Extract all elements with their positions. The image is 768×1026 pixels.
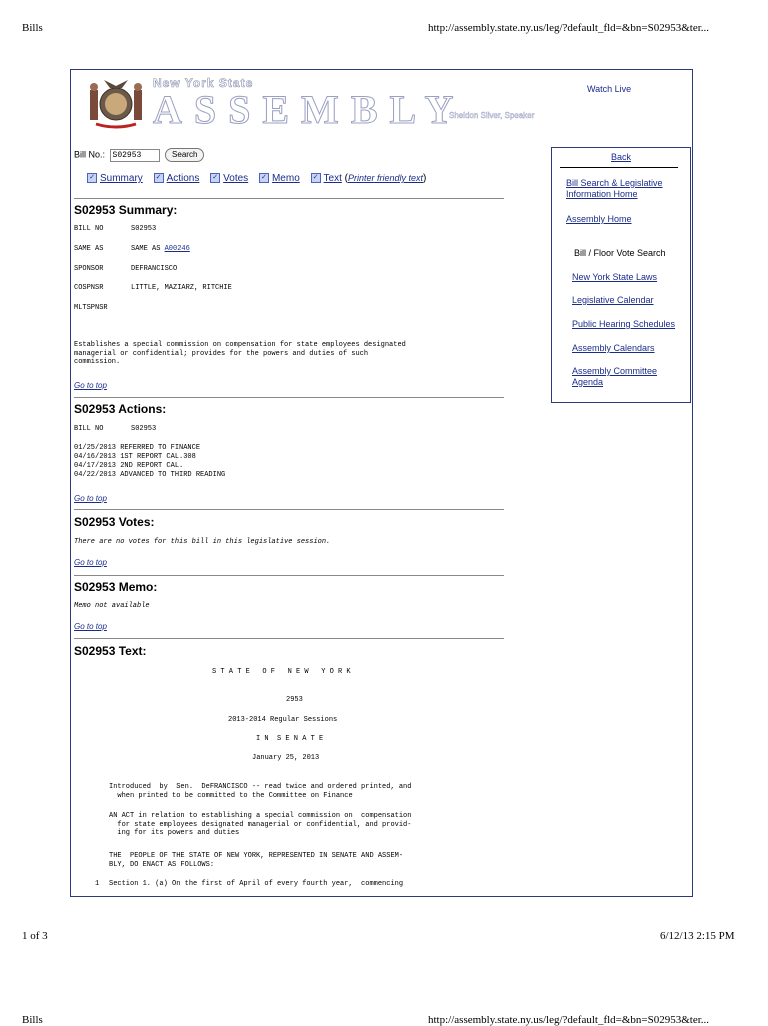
summary-bill-no: S02953 — [131, 225, 157, 233]
bill-text-number: 2953 — [286, 696, 303, 704]
sidebar-nav — [551, 147, 691, 403]
bill-text-session: 2013-2014 Regular Sessions — [228, 716, 338, 724]
tab-memo-label[interactable]: Memo — [271, 173, 300, 184]
print-page-count: 1 of 3 — [22, 930, 48, 942]
memo-heading: S02953 Memo: — [74, 580, 158, 594]
print-datetime: 6/12/13 2:15 PM — [660, 930, 735, 942]
tab-text[interactable]: ✓ Text (Printer friendly text) — [311, 173, 427, 184]
print-header-title: Bills — [22, 22, 43, 34]
bill-text-enact: THE PEOPLE OF THE STATE OF NEW YORK, REPRESENTED IN SENATE AND ASSEM- BLY, DO ENACT AS FOLLOWS: — [109, 852, 404, 869]
sidebar-back-link[interactable]: Back — [611, 152, 632, 162]
memo-text: Memo not available — [74, 602, 150, 610]
sidebar-bill-search-link[interactable]: Bill Search & Legislative Information Home — [566, 178, 663, 199]
action-item: 04/17/2013 2ND REPORT CAL. — [74, 462, 184, 470]
actions-bill-no: S02953 — [131, 425, 157, 433]
divider — [74, 198, 504, 199]
search-button[interactable]: Search — [165, 148, 204, 162]
print-header-url: http://assembly.state.ny.us/leg/?default_fld=&bn=S02953&ter... — [428, 22, 710, 34]
bill-text-state: S T A T E O F N E W Y O R K — [212, 668, 351, 676]
banner-state: New York State — [153, 76, 254, 90]
bill-text-line-number: 1 — [95, 880, 100, 888]
votes-text: There are no votes for this bill in this legislative session. — [74, 538, 331, 546]
go-top-link[interactable]: Go to top — [74, 494, 107, 503]
printer-friendly-link[interactable]: Printer friendly text — [348, 173, 424, 183]
tab-summary-label[interactable]: Summary — [100, 173, 143, 184]
summary-bill-no-label: BILL NO — [74, 225, 104, 233]
tab-memo[interactable] — [259, 173, 300, 184]
tab-votes[interactable] — [210, 173, 248, 184]
bill-text-chamber: I N S E N A T E — [256, 735, 324, 743]
action-item: 01/25/2013 REFERRED TO FINANCE — [74, 444, 201, 452]
checkbox-icon[interactable]: ✓ — [87, 173, 97, 183]
summary-multisponsor-label: MLTSPNSR — [74, 304, 108, 312]
divider — [74, 509, 504, 510]
checkbox-icon[interactable]: ✓ — [210, 173, 220, 183]
next-page-title: Bills — [22, 1014, 43, 1026]
votes-heading: S02953 Votes: — [74, 515, 155, 529]
bill-text-line: Section 1. (a) On the first of April of every fourth year, commencing — [109, 880, 404, 888]
bill-text-intro: Introduced by Sen. DeFRANCISCO -- read twice and ordered printed, and when printed to be committed to the Committee on Finance — [109, 783, 412, 800]
bill-text-date: January 25, 2013 — [252, 754, 320, 762]
bill-no-label: Bill No.: — [74, 149, 106, 160]
sidebar-asm-calendars-link[interactable]: Assembly Calendars — [572, 343, 655, 353]
divider — [560, 167, 678, 168]
action-item: 04/22/2013 ADVANCED TO THIRD READING — [74, 471, 226, 479]
summary-sponsor: DEFRANCISCO — [131, 265, 178, 273]
tab-summary[interactable] — [87, 173, 143, 184]
action-item: 04/16/2013 1ST REPORT CAL.308 — [74, 453, 196, 461]
bill-search-form — [74, 148, 204, 162]
divider — [74, 397, 504, 398]
sidebar-ny-laws-link[interactable]: New York State Laws — [572, 272, 658, 282]
summary-same-as-label: SAME AS — [74, 245, 104, 253]
sidebar-assembly-home-link[interactable]: Assembly Home — [566, 214, 632, 224]
bill-text-act: AN ACT in relation to establishing a special commission on compensation for state employees designated managerial or confidential, and provid- ing for its powers and duties — [109, 812, 412, 838]
bill-no-input[interactable] — [110, 149, 160, 162]
summary-cosponsor-label: COSPNSR — [74, 284, 104, 292]
tab-actions-label[interactable]: Actions — [166, 173, 200, 184]
sidebar-leg-calendar-link[interactable]: Legislative Calendar — [572, 295, 654, 305]
assembly-banner — [149, 76, 549, 132]
go-top-link[interactable]: Go to top — [74, 558, 107, 567]
sidebar-floor-vote-search[interactable]: Bill / Floor Vote Search — [574, 248, 666, 258]
summary-same-as: SAME AS A00246 — [131, 245, 190, 253]
go-top-link[interactable]: Go to top — [74, 622, 107, 631]
banner-assembly: ASSEMBLY — [153, 87, 466, 132]
next-page-url: http://assembly.state.ny.us/leg/?default_fld=&bn=S02953&ter... — [428, 1014, 710, 1026]
divider — [74, 638, 504, 639]
checkbox-icon[interactable]: ✓ — [154, 173, 164, 183]
text-heading: S02953 Text: — [74, 644, 147, 658]
actions-bill-no-label: BILL NO — [74, 425, 104, 433]
summary-sponsor-label: SPONSOR — [74, 265, 104, 273]
summary-cosponsor: LITTLE, MAZIARZ, RITCHIE — [131, 284, 232, 292]
summary-heading: S02953 Summary: — [74, 203, 178, 217]
checkbox-icon[interactable]: ✓ — [259, 173, 269, 183]
sidebar-committee-agenda-link[interactable]: Assembly Committee Agenda — [572, 366, 658, 387]
section-tabs — [87, 173, 434, 184]
actions-heading: S02953 Actions: — [74, 402, 167, 416]
divider — [74, 575, 504, 576]
tab-text-label[interactable]: Text — [323, 173, 342, 184]
same-as-link[interactable]: A00246 — [164, 245, 190, 253]
ny-state-seal-icon — [86, 74, 146, 130]
checkbox-icon[interactable]: ✓ — [311, 173, 321, 183]
tab-votes-label[interactable]: Votes — [223, 173, 249, 184]
watch-live-link[interactable]: Watch Live — [587, 84, 632, 94]
sidebar-hearings-link[interactable]: Public Hearing Schedules — [572, 319, 676, 329]
banner-tagline: Sheldon Silver, Speaker — [449, 111, 535, 120]
tab-actions[interactable] — [154, 173, 200, 184]
page-frame — [70, 69, 693, 897]
go-top-link[interactable]: Go to top — [74, 381, 107, 390]
summary-description: Establishes a special commission on compensation for state employees designated managerial or confidential; provides for the powers and duties of such commission. — [74, 341, 406, 367]
